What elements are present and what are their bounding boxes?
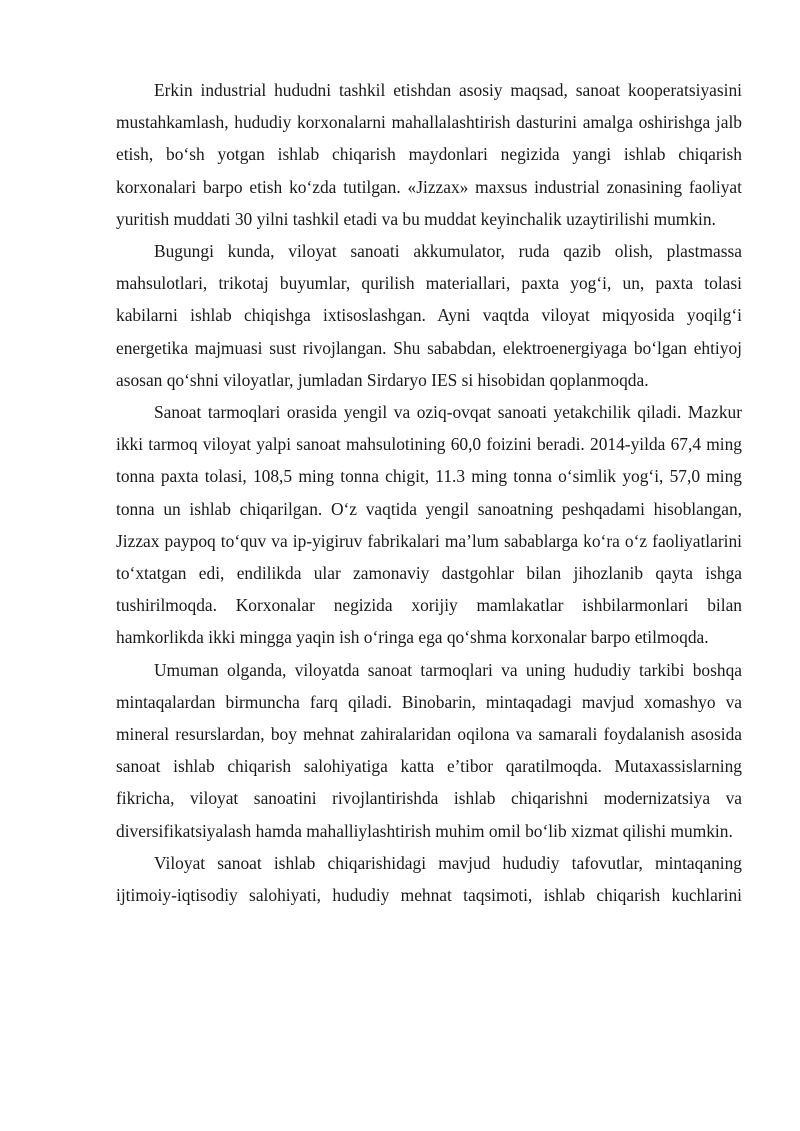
paragraph-5: Viloyat sanoat ishlab chiqarishidagi mavjud hududiy tafovutlar, mintaqaning ijtimoiy-iqtisodiy salohiyati, hududiy mehnat taqsimoti, ishlab chiqarish kuchlarini: [116, 852, 742, 906]
paragraph-4: Umuman olganda, viloyatda sanoat tarmoqlari va uning hududiy tarkibi boshqa mintaqalardan birmuncha farq qiladi. Binobarin, mintaqadagi mavjud xomashyo va mineral resurslardan, boy mehnat zahiralaridan oqilona va samarali foydalanish asosida sanoat ishlab chiqarish salohiyatiga katta e’tibor qaratilmoqda. Mutaxassislarning fikricha, viloyat sanoatini rivojlantirishda ishlab chiqarishni modernizatsiya va diversifikatsiyalash hamda mahalliylashtirish muhim omil bo‘lib xizmat qilishi mumkin.: [116, 659, 742, 841]
paragraph-1: Erkin industrial hududni tashkil etishdan asosiy maqsad, sanoat kooperatsiyasini mustahkamlash, hududiy korxonalarni mahallalashtirish dasturini amalga oshirishga jalb etish, bo‘sh yotgan ishlab chiqarish maydonlari negizida yangi ishlab chiqarish korxonalari barpo etish ko‘zda tutilgan. «Jizzax» maxsus industrial zonasining faoliyat yuritish muddati 30 yilni tashkil etadi va bu muddat keyinchalik uzaytirilishi mumkin.: [116, 80, 742, 229]
paragraph-3: Sanoat tarmoqlari orasida yengil va oziq-ovqat sanoati yetakchilik qiladi. Mazkur ikki tarmoq viloyat yalpi sanoat mahsulotining 60,0 foizini beradi. 2014-yilda 67,4 ming tonna paxta tolasi, 108,5 ming tonna chigit, 11.3 ming tonna o‘simlik yog‘i, 57,0 ming tonna un ishlab chiqarilgan. O‘z vaqtida yengil sanoatning peshqadami hisoblangan, Jizzax paypoq to‘quv va ip-yigiruv fabrikalari ma’lum sabablarga ko‘ra o‘z faoliyatlarini to‘xtatgan edi, endilikda ular zamonaviy dastgohlar bilan jihozlanib qayta ishga tushirilmoqda. Korxonalar negizida xorijiy mamlakatlar ishbilarmonlari bilan hamkorlikda ikki mingga yaqin ish o‘ringa ega qo‘shma korxonalar barpo etilmoqda.: [116, 402, 742, 648]
paragraph-2: Bugungi kunda, viloyat sanoati akkumulator, ruda qazib olish, plastmassa mahsulotlari, trikotaj buyumlar, qurilish materiallari, paxta yog‘i, un, paxta tolasi kabilarni ishlab chiqishga ixtisoslashgan. Ayni vaqtda viloyat miqyosida yoqilg‘i energetika majmuasi sust rivojlangan. Shu sababdan, elektroenergiyaga bo‘lgan ehtiyoj asosan qo‘shni viloyatlar, jumladan Sirdaryo IES si hisobidan qoplanmoqda.: [116, 241, 742, 390]
document-page: [116, 74, 742, 911]
